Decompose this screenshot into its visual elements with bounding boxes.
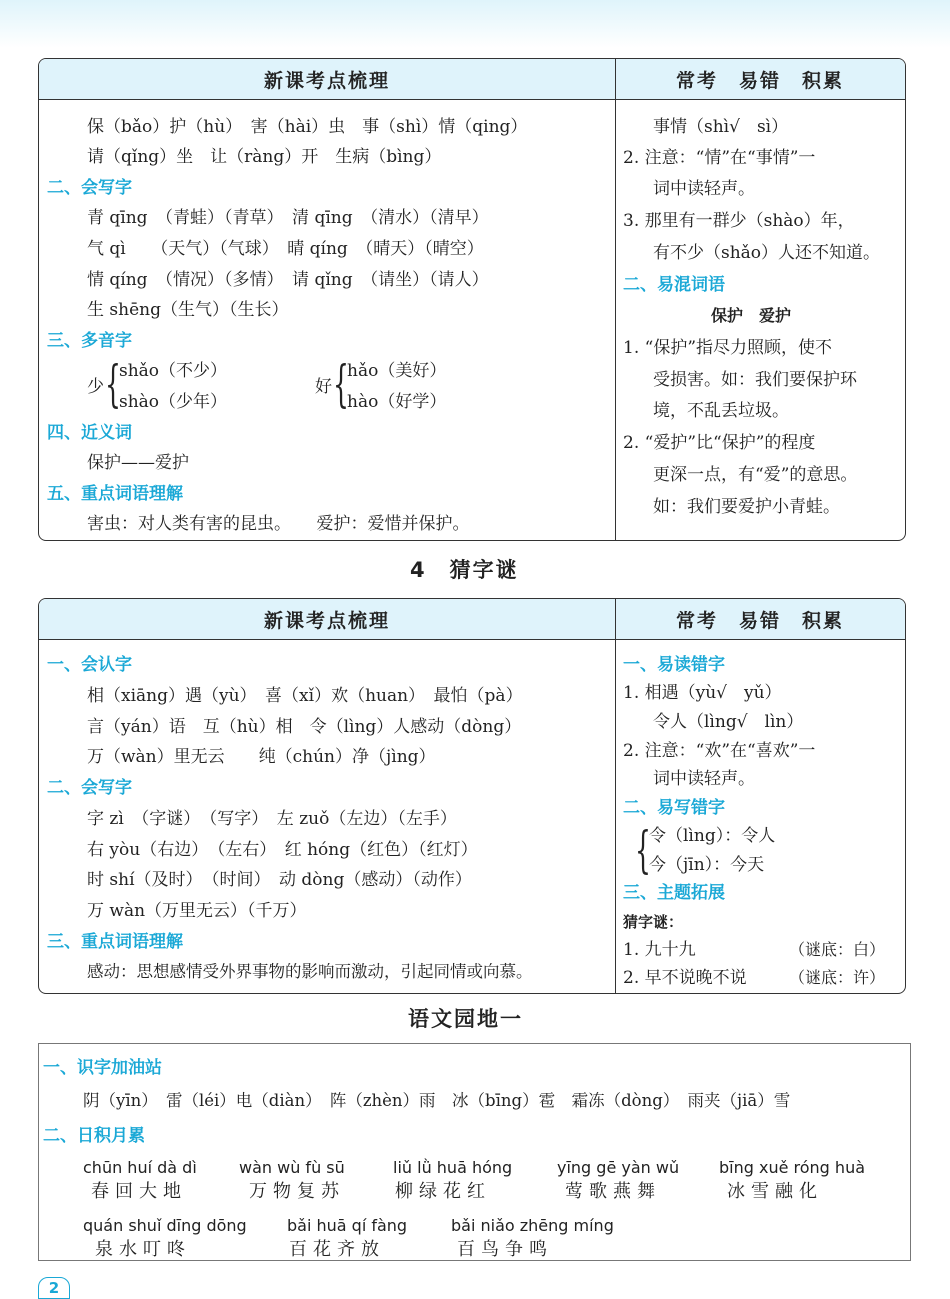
section-keyword-heading: 五、重点词语理解	[47, 484, 183, 504]
section-accumulate-heading: 二、日积月累	[43, 1126, 145, 1146]
write-line: 右 yòu（右边） （左右） 红 hóng（红色）（红灯）	[87, 840, 478, 860]
tip-line: 3. 那里有一群少（shào）年，	[623, 211, 855, 231]
confuse-line: 2. “爱护”比“保护”的程度	[623, 433, 816, 453]
confuse-line: 如：我们要爱护小青蛙。	[653, 497, 840, 517]
idiom-pinyin: bǎi niǎo zhēng míng	[451, 1216, 614, 1235]
brace-icon: {	[635, 821, 651, 879]
confuse-line: 受损害。如：我们要保护环	[653, 370, 857, 390]
idiom-hanzi: 百鸟争鸣	[457, 1239, 553, 1260]
idiom-hanzi: 万物复苏	[249, 1181, 345, 1202]
riddle-answer: （谜底：许）	[789, 968, 886, 987]
idiom-pinyin: yīng gē yàn wǔ	[557, 1158, 680, 1177]
idiom-hanzi: 泉水叮咚	[95, 1239, 191, 1260]
idiom-hanzi: 百花齐放	[289, 1239, 385, 1260]
polyphone-char: 少	[87, 377, 104, 397]
write-line: 青 qīng （青蛙）（青草） 清 qīng （清水）（清早）	[87, 208, 489, 228]
idiom-pinyin: bīng xuě róng huà	[719, 1158, 866, 1177]
idiom-hanzi: 春回大地	[91, 1181, 187, 1202]
write-line: 生 shēng（生气）（生长）	[87, 300, 289, 320]
garden-box	[38, 1043, 911, 1261]
write-line: 气 qì （天气）（气球） 晴 qíng （晴天）（晴空）	[87, 239, 484, 259]
confuse-line: 更深一点，有“爱”的意思。	[653, 465, 858, 485]
keyword-line: 害虫：对人类有害的昆虫。 爱护：爱惜并保护。	[87, 514, 470, 534]
write-line: 字 zì （字谜） （写字） 左 zuǒ（左边）（左手）	[87, 809, 457, 829]
lesson3-header-right: 常考 易错 积累	[615, 59, 905, 100]
misread-line: 令人（lìng√ lìn）	[653, 712, 804, 732]
section-polyphone-heading: 三、多音字	[47, 331, 132, 351]
confuse-words-title: 保护 爱护	[711, 306, 792, 325]
keyword-line: 感动：思想感情受外界事物的影响而激动，引起同情或向慕。	[87, 962, 533, 981]
tip-line: 2. 注意：“情”在“事情”一	[623, 148, 816, 168]
riddle-question: 2. 早不说晚不说	[623, 968, 747, 988]
write-line: 时 shí（及时） （时间） 动 dòng（感动）（动作）	[87, 870, 472, 890]
section-read-heading: 一、会认字	[47, 655, 132, 675]
lesson4-header-right: 常考 易错 积累	[615, 599, 905, 640]
read-line: 万（wàn）里无云 纯（chún）净（jìng）	[87, 747, 436, 767]
read-line: 相（xiāng）遇（yù） 喜（xǐ）欢（huan） 最怕（pà）	[87, 686, 523, 706]
idiom-pinyin: liǔ lǜ huā hóng	[393, 1158, 513, 1177]
confuse-line: 1. “保护”指尽力照顾，使不	[623, 338, 833, 358]
write-line: 情 qíng （情况）（多情） 请 qǐng （请坐）（请人）	[87, 270, 489, 290]
read-line: 言（yán）语 互（hù）相 令（lìng）人感动（dòng）	[87, 717, 522, 737]
page-number: 2	[38, 1277, 70, 1299]
column-divider	[615, 59, 616, 540]
tip-line: 事情（shì√ sì）	[653, 117, 789, 137]
synonym-line: 保护——爱护	[87, 453, 189, 473]
idiom-hanzi: 莺歌燕舞	[565, 1181, 661, 1202]
tip-line: 词中读轻声。	[653, 179, 755, 199]
polyphone-reading: hǎo（美好）	[347, 361, 447, 381]
literacy-line: 阴（yīn） 雷（léi）电（diàn） 阵（zhèn）雨 冰（bīng）雹 霜冻（dòng） 雨夹（jiā）雪	[83, 1091, 791, 1110]
read-line: 保（bǎo）护（hù） 害（hài）虫 事（shì）情（qing）	[87, 117, 528, 137]
polyphone-reading: shǎo（不少）	[119, 361, 228, 381]
read-line: 请（qǐng）坐 让（ràng）开 生病（bìng）	[87, 147, 442, 167]
brace-icon: {	[333, 355, 349, 413]
lesson-title: 4 猜字谜	[410, 558, 519, 582]
polyphone-reading: shào（少年）	[119, 392, 228, 412]
lesson4-header-left: 新课考点梳理	[39, 599, 615, 640]
misread-line: 1. 相遇（yù√ yǔ）	[623, 683, 782, 703]
section-misread-heading: 一、易读错字	[623, 655, 725, 675]
riddle-answer: （谜底：白）	[789, 940, 886, 959]
confuse-line: 境，不乱丢垃圾。	[653, 401, 789, 421]
section-synonym-heading: 四、近义词	[47, 423, 132, 443]
brace-icon: {	[105, 355, 121, 413]
section-write-heading: 二、会写字	[47, 778, 132, 798]
miswrite-line: 今（jīn）：今天	[649, 855, 765, 875]
idiom-pinyin: quán shuǐ dīng dōng	[83, 1216, 247, 1235]
column-divider	[615, 599, 616, 993]
polyphone-char: 好	[315, 377, 332, 397]
misread-line: 2. 注意：“欢”在“喜欢”一	[623, 741, 816, 761]
lesson4-box	[38, 598, 906, 994]
top-decor-strip	[0, 0, 950, 48]
polyphone-reading: hào（好学）	[347, 392, 447, 412]
section-write-heading: 二、会写字	[47, 178, 132, 198]
section-miswrite-heading: 二、易写错字	[623, 798, 725, 818]
idiom-hanzi: 冰雪融化	[727, 1181, 823, 1202]
section-confuse-heading: 二、易混词语	[623, 275, 725, 295]
idiom-pinyin: chūn huí dà dì	[83, 1158, 197, 1177]
misread-line: 词中读轻声。	[653, 769, 755, 789]
idiom-pinyin: wàn wù fù sū	[239, 1158, 345, 1177]
riddle-subheading: 猜字谜：	[623, 913, 684, 931]
write-line: 万 wàn（万里无云）（千万）	[87, 901, 307, 921]
idiom-hanzi: 柳绿花红	[395, 1181, 491, 1202]
lesson3-header-left: 新课考点梳理	[39, 59, 615, 100]
section-theme-heading: 三、主题拓展	[623, 883, 725, 903]
section-literacy-heading: 一、识字加油站	[43, 1058, 162, 1078]
section-keyword-heading: 三、重点词语理解	[47, 932, 183, 952]
miswrite-line: 令（lìng）：令人	[649, 826, 776, 846]
riddle-question: 1. 九十九	[623, 940, 696, 960]
idiom-pinyin: bǎi huā qí fàng	[287, 1216, 408, 1235]
lesson3-box	[38, 58, 906, 541]
tip-line: 有不少（shǎo）人还不知道。	[653, 243, 881, 263]
garden-title: 语文园地一	[408, 1007, 523, 1031]
